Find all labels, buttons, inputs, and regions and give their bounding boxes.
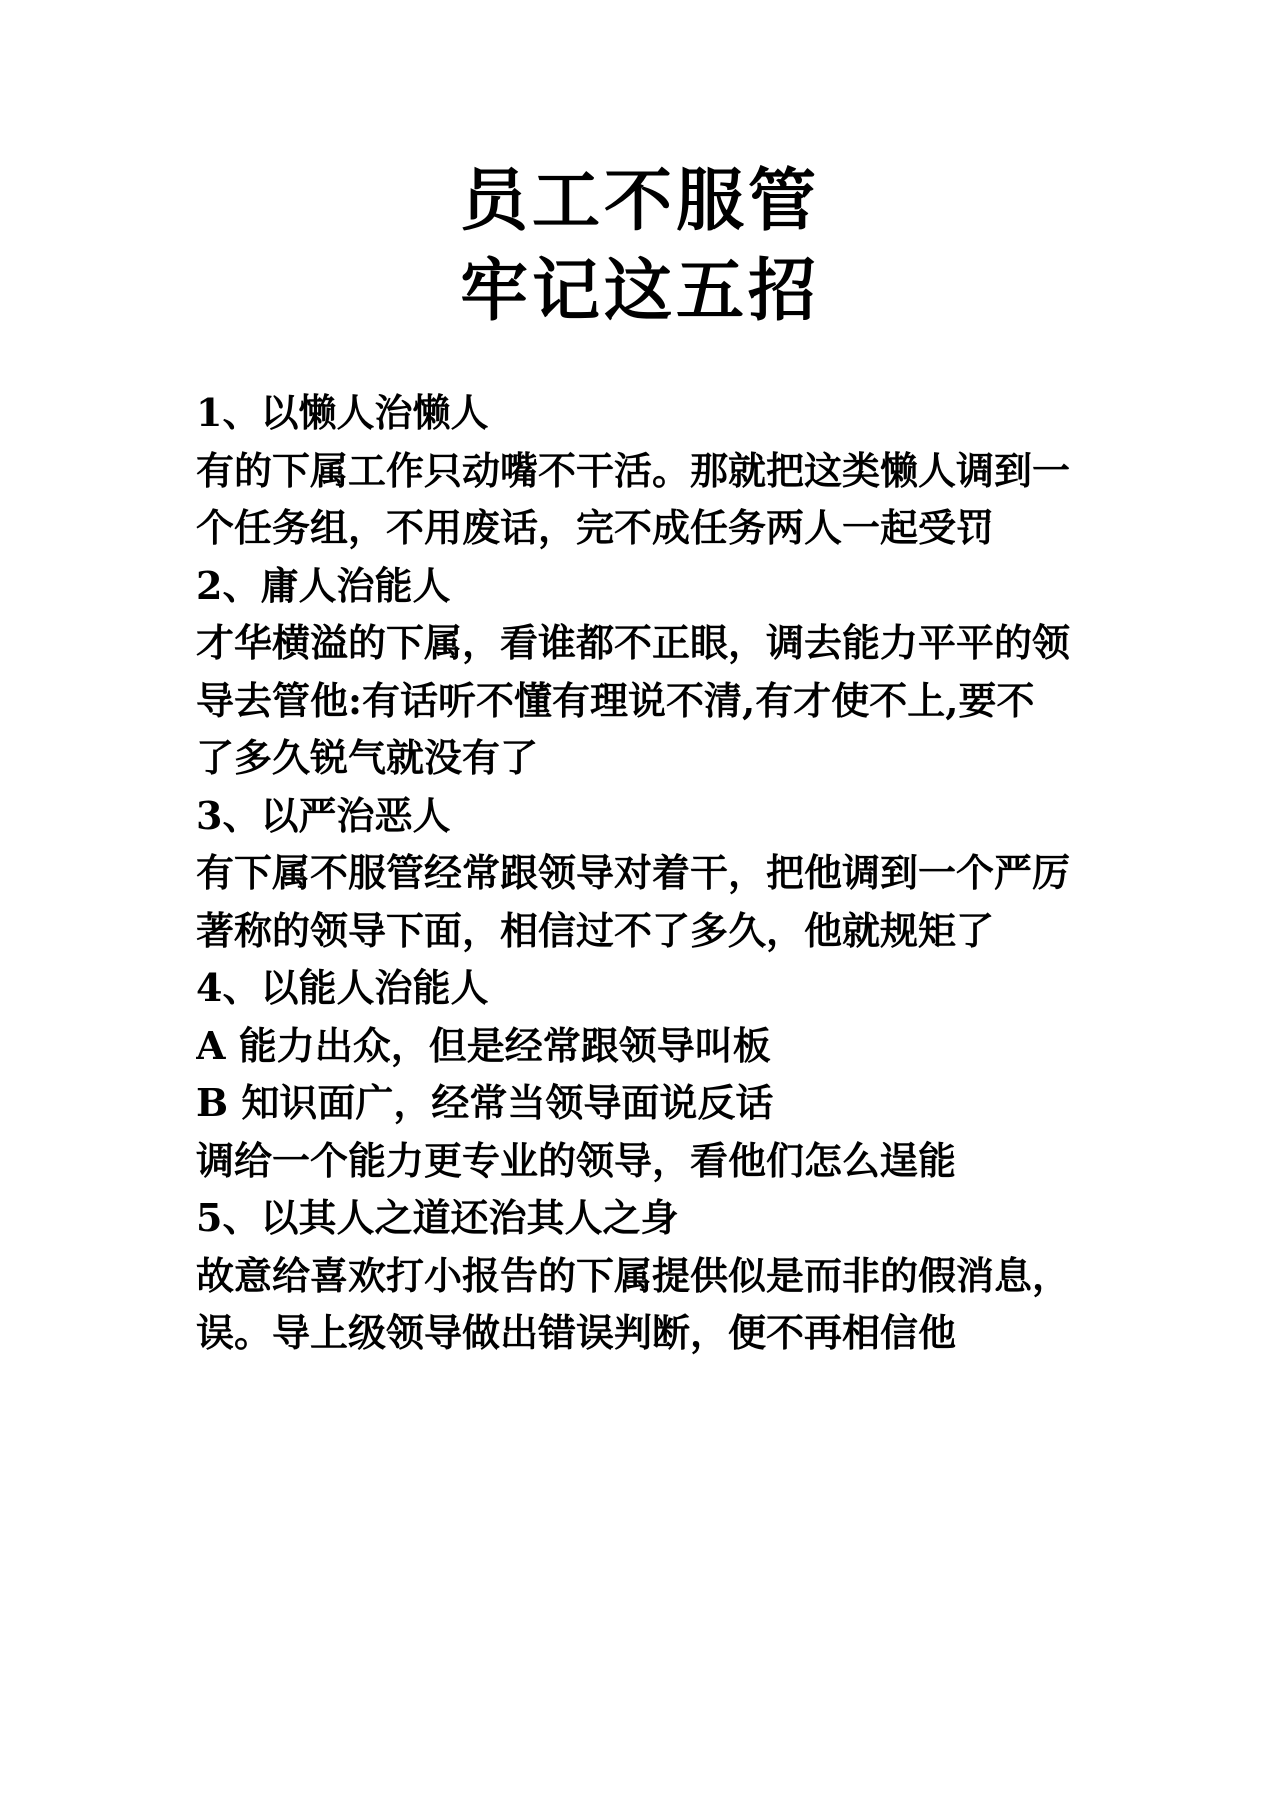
section-heading: 1、以懒人治懒人 <box>196 390 489 435</box>
section-heading: 5、以其人之道还治其人之身 <box>196 1195 679 1240</box>
section-heading: 4、以能人治能人 <box>196 965 489 1010</box>
document-body <box>196 384 1116 1362</box>
paragraph-line: 误。导上级领导做出错误判断，便不再相信他 <box>196 1310 957 1355</box>
section-1 <box>196 384 1116 557</box>
section-heading: 3、以严治恶人 <box>196 792 451 838</box>
section-5 <box>196 1189 1116 1362</box>
paragraph-line: 个任务组，不用废话，完不成任务两人一起受罚 <box>196 505 995 550</box>
page-title-line-2: 牢记这五招 <box>459 252 820 331</box>
paragraph-line: 才华横溢的下属，看谁都不正眼，调去能力平平的领 <box>196 620 1071 665</box>
paragraph-line: 有下属不服管经常跟领导对着干，把他调到一个严厉 <box>196 850 1071 895</box>
page-title-line-1: 员工不服管 <box>459 162 820 241</box>
paragraph-line: 了多久锐气就没有了 <box>196 735 539 780</box>
paragraph-line: A 能力出众，但是经常跟领导叫板 <box>196 1022 771 1068</box>
paragraph-line: 故意给喜欢打小报告的下属提供似是而非的假消息， <box>196 1252 1071 1298</box>
paragraph-line: 调给一个能力更专业的领导，看他们怎么逞能 <box>196 1137 957 1183</box>
section-2 <box>196 557 1116 787</box>
paragraph-line: 有的下属工作只动嘴不干活。那就把这类懒人调到一 <box>196 447 1071 493</box>
section-heading: 2、庸人治能人 <box>196 562 451 608</box>
section-4 <box>196 959 1116 1189</box>
paragraph-line: B 知识面广，经常当领导面说反话 <box>196 1080 774 1125</box>
paragraph-line: 著称的领导下面，相信过不了多久，他就规矩了 <box>196 907 995 953</box>
section-3 <box>196 787 1116 960</box>
paragraph-line: 导去管他:有话听不懂有理说不清,有才使不上,要不 <box>196 677 1035 723</box>
